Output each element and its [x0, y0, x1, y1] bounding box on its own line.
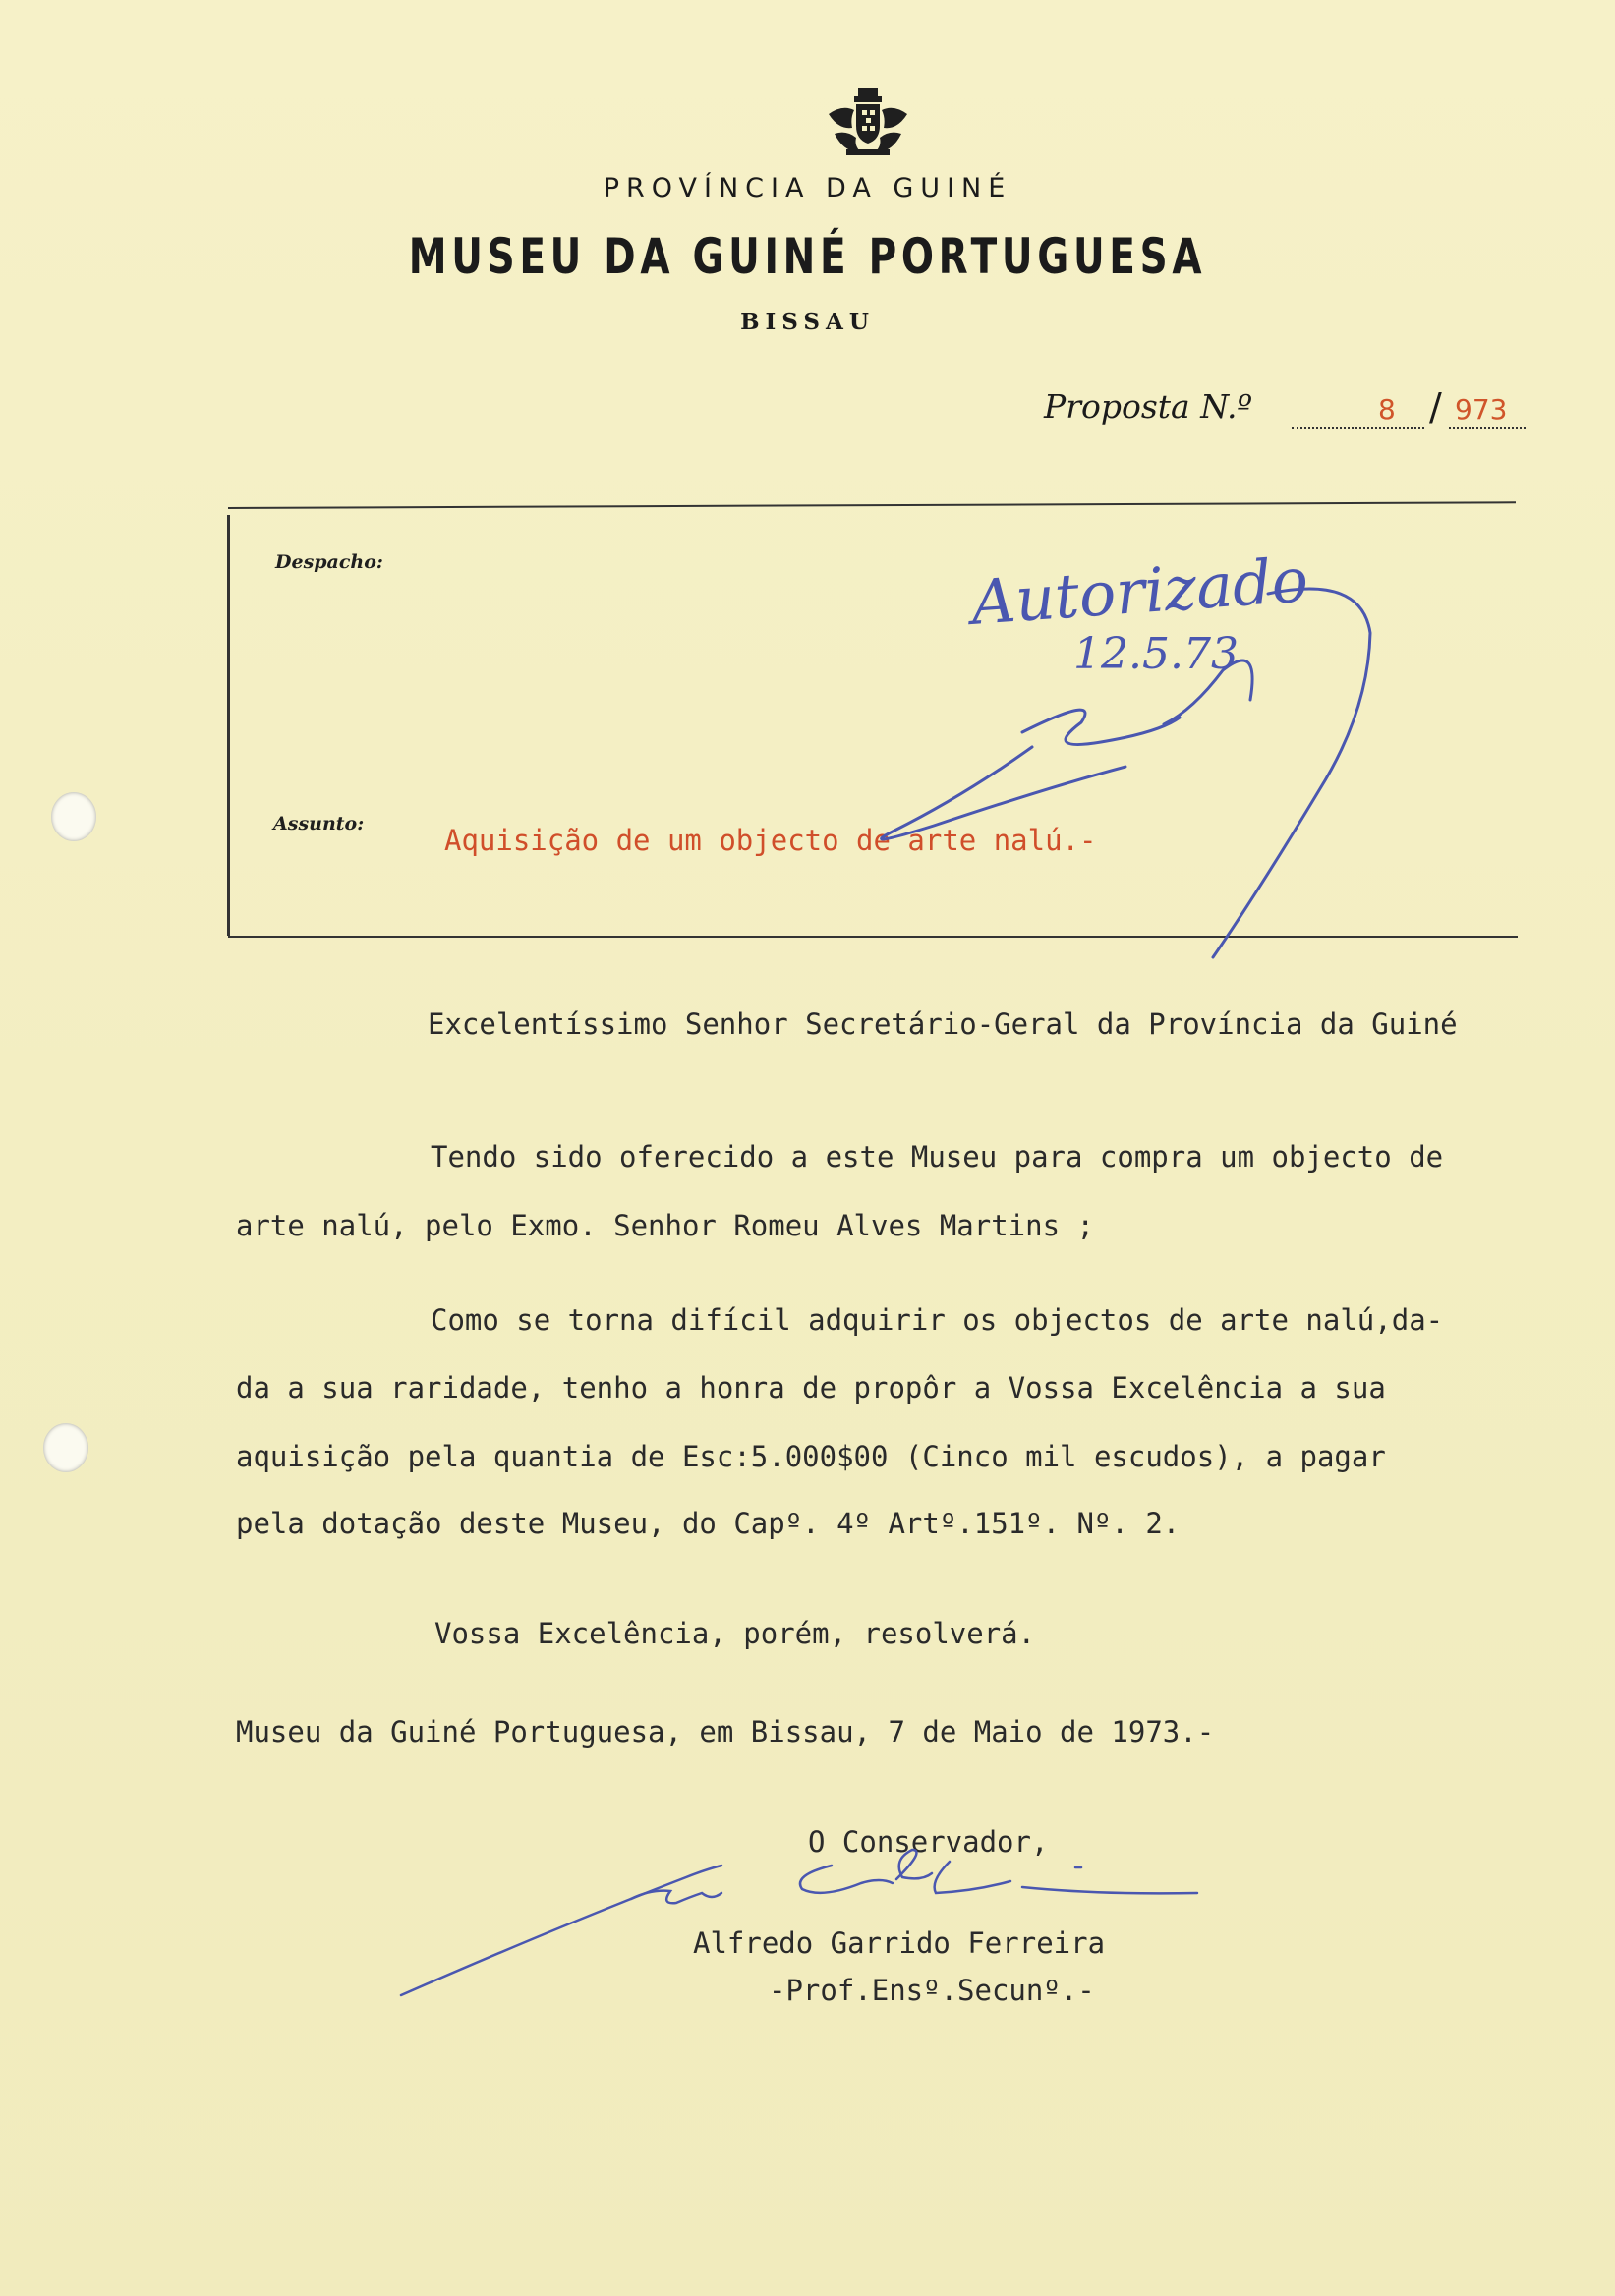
authorization-date: 12.5.73 [1073, 629, 1239, 679]
paragraph-2-line-2: da a sua raridade, tenho a honra de propôr a Vossa Excelência a sua [236, 1371, 1386, 1405]
subject-text: Aquisição de um objecto de arte nalú.- [444, 824, 1097, 857]
paragraph-2-line-3: aquisição pela quantia de Esc:5.000$00 (Cinco mil escudos), a pagar [236, 1440, 1386, 1473]
signature-title: -Prof.Ensº.Secunº.- [769, 1974, 1095, 2007]
salutation: Excelentíssimo Senhor Secretário-Geral da Província da Guiné [428, 1007, 1458, 1041]
closing-line: Vossa Excelência, porém, resolverá. [434, 1617, 1036, 1650]
assunto-label: Assunto: [273, 813, 365, 834]
proposal-label: Proposta N.º [1044, 387, 1252, 426]
museum-heading: MUSEU DA GUINÉ PORTUGUESA [408, 228, 1207, 285]
proposal-year: 973 [1455, 393, 1508, 426]
authorization-note: Autorizado [968, 544, 1311, 639]
city-heading: BISSAU [740, 309, 875, 335]
paragraph-1-line-2: arte nalú, pelo Exmo. Senhor Romeu Alves Martins ; [236, 1209, 1094, 1242]
place-date-line: Museu da Guiné Portuguesa, em Bissau, 7 de Maio de 1973.- [236, 1715, 1215, 1749]
paragraph-2-line-4: pela dotação deste Museu, do Capº. 4º Artº.151º. Nº. 2. [236, 1507, 1181, 1540]
signature-role: O Conservador, [808, 1825, 1049, 1859]
paragraph-2-line-1: Como se torna difícil adquirir os objectos de arte nalú,da- [431, 1303, 1444, 1337]
proposal-slash: / [1429, 385, 1442, 429]
despacho-label: Despacho: [275, 551, 383, 573]
paragraph-1-line-1: Tendo sido oferecido a este Museu para compra um objecto de [431, 1140, 1444, 1174]
province-heading: PROVÍNCIA DA GUINÉ [603, 173, 1012, 203]
signature-name: Alfredo Garrido Ferreira [693, 1926, 1106, 1960]
proposal-number: 8 [1378, 393, 1396, 426]
